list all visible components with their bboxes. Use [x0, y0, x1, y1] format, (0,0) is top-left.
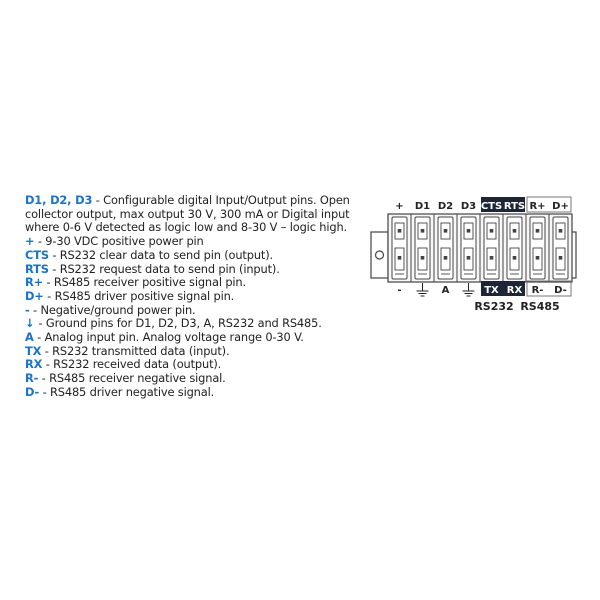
bus-label-rs232: RS232 [474, 300, 514, 313]
legend-text: - RS232 request data to send pin (input). [48, 261, 280, 276]
top-pin-label: CTS [480, 201, 503, 212]
upper-contact-dot [467, 229, 471, 233]
legend-item [25, 290, 355, 304]
legend-item [25, 276, 355, 290]
top-pin-label: D1 [414, 201, 431, 212]
legend-item [25, 372, 355, 386]
legend-text: - Negative/ground power pin. [29, 302, 196, 317]
legend-key: TX [25, 343, 42, 358]
bottom-pin-label: D- [554, 285, 567, 296]
legend-text: - RS485 receiver positive signal pin. [43, 275, 246, 290]
legend-key: D+ [25, 288, 44, 303]
legend-key: D- [25, 384, 40, 399]
lower-contact-dot [467, 256, 471, 260]
bottom-pin-label: R- [531, 285, 544, 296]
legend-text: - RS485 receiver negative signal. [38, 371, 226, 386]
bus-labels [474, 300, 559, 313]
legend-key: D1, D2, D3 [25, 193, 93, 207]
legend-item [25, 331, 355, 345]
bus-label-rs485: RS485 [520, 300, 560, 313]
top-pin-label: D+ [552, 201, 569, 212]
top-pin-label: D3 [460, 201, 477, 212]
legend-key: + [25, 234, 35, 249]
legend-text: - Analog input pin. Analog voltage range 0-30 V. [33, 330, 304, 345]
ground-icon [417, 283, 429, 296]
bottom-pin-labels [397, 281, 571, 296]
top-pin-label: RTS [503, 201, 526, 212]
lower-contact-dot [513, 256, 517, 260]
upper-contact-dot [559, 229, 563, 233]
legend-item [25, 249, 355, 263]
ground-arrow-icon: ↓ [25, 316, 35, 331]
left-flange [371, 232, 388, 278]
legend-text: - RS485 driver negative signal. [39, 384, 215, 399]
top-pin-labels [395, 197, 571, 212]
top-pin-label: D2 [437, 201, 454, 212]
lower-contact-dot [444, 256, 448, 260]
legend-item [25, 358, 355, 372]
legend-key: RTS [25, 261, 49, 276]
upper-contact-dot [421, 229, 425, 233]
legend-text: - RS232 received data (output). [42, 357, 222, 372]
terminal-block [388, 214, 572, 282]
legend-text: - Configurable digital Input/Output pins. Open collector output, max output 30 V, 300 mA or Digital input where 0-6 V detected as logic low and 8-30 V – logic high. [25, 193, 350, 235]
bottom-pin-label: A [441, 285, 450, 296]
legend-item [25, 386, 355, 400]
upper-contact-dot [398, 229, 402, 233]
legend-key: A [25, 330, 34, 345]
legend-key: R+ [25, 275, 44, 290]
connector-diagram [368, 192, 582, 318]
legend-key: R- [25, 371, 39, 386]
lower-contact-dot [398, 256, 402, 260]
legend-item [25, 235, 355, 249]
legend-item [25, 317, 355, 331]
lower-contact-dot [559, 256, 563, 260]
bottom-pin-label: TX [484, 285, 499, 296]
pin-legend [25, 194, 355, 400]
ground-icon [463, 283, 475, 296]
upper-contact-dot [536, 229, 540, 233]
bottom-pin-label: RX [506, 285, 523, 296]
legend-text: - RS232 transmitted data (input). [41, 343, 230, 358]
legend-text: - RS232 clear data to send pin (output). [48, 247, 273, 262]
top-pin-label: + [395, 201, 404, 212]
legend-intro [25, 194, 355, 235]
lower-contact-dot [490, 256, 494, 260]
legend-key: RX [25, 357, 43, 372]
legend-text: - Ground pins for D1, D2, D3, A, RS232 and RS485. [35, 316, 322, 331]
upper-contact-dot [513, 229, 517, 233]
top-pin-label: R+ [529, 201, 546, 212]
lower-contact-dot [536, 256, 540, 260]
upper-contact-dot [490, 229, 494, 233]
legend-text: - RS485 driver positive signal pin. [43, 288, 235, 303]
legend-item [25, 263, 355, 277]
legend-key: - [25, 302, 30, 317]
upper-contact-dot [444, 229, 448, 233]
legend-item [25, 304, 355, 318]
lower-contact-dot [421, 256, 425, 260]
legend-item [25, 345, 355, 359]
bottom-pin-label: - [397, 285, 402, 296]
legend-text: - 9-30 VDC positive power pin [34, 234, 204, 249]
legend-key: CTS [25, 247, 49, 262]
